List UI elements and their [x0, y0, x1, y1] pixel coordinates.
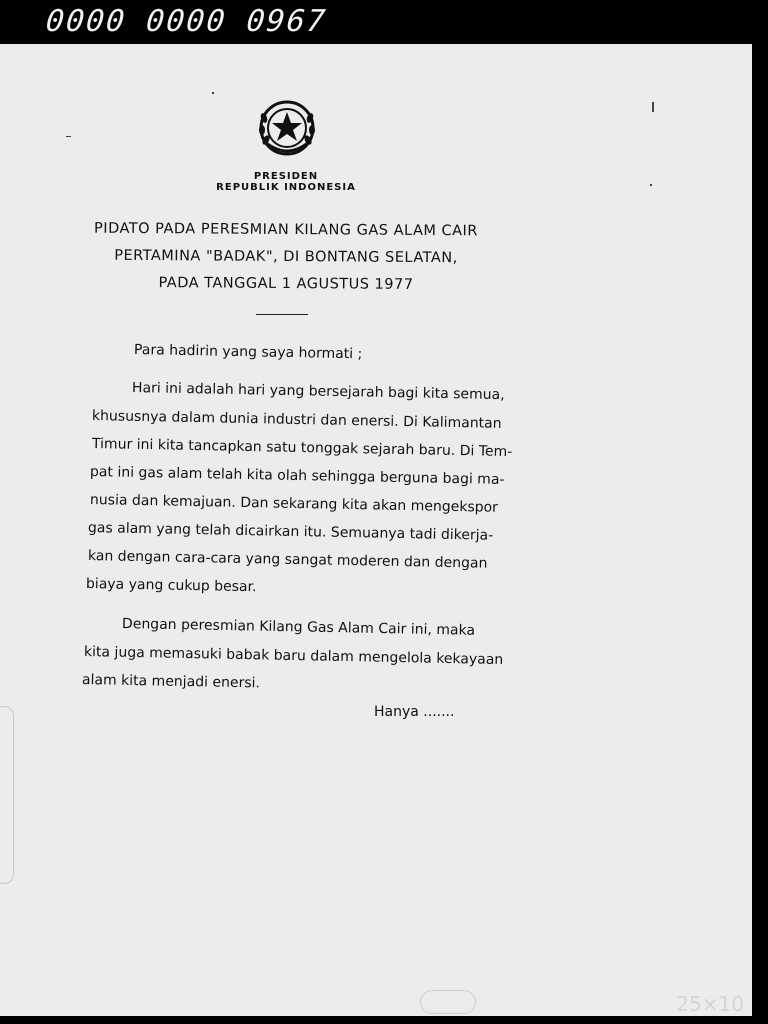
paragraph-2-line: Dengan peresmian Kilang Gas Alam Cair ini, maka [121, 616, 476, 639]
paragraph-1-line: nusia dan kemajuan. Dan sekarang kita akan mengekspor [89, 492, 499, 516]
title-divider [256, 314, 308, 315]
scan-edge-artifact [0, 706, 14, 884]
salutation: Para hadirin yang saya hormati ; [133, 342, 363, 363]
frame-reduction-stamp: 25×10 [676, 992, 744, 1016]
paragraph-1-line: Hari ini adalah hari yang bersejarah bagi kita semua, [131, 380, 505, 404]
scan-speck [66, 136, 71, 137]
scan-speck [650, 184, 652, 186]
scan-speck [652, 102, 654, 112]
paragraph-2-line: alam kita menjadi enersi. [81, 672, 261, 692]
paragraph-1-line: Timur ini kita tancapkan satu tonggak sejarah baru. Di Tem- [91, 436, 513, 461]
paragraph-1-line: biaya yang cukup besar. [85, 576, 257, 596]
continuation-catchword: Hanya ....... [374, 704, 455, 720]
speech-title-line-3: PADA TANGGAL 1 AGUSTUS 1977 [158, 275, 414, 293]
paragraph-1-line: pat ini gas alam telah kita olah sehingga berguna bagi ma- [89, 464, 505, 488]
scan-edge-artifact [420, 990, 476, 1014]
paragraph-1-line: khususnya dalam dunia industri dan enersi. Di Kalimantan [91, 408, 502, 432]
scan-speck [212, 92, 214, 94]
garuda-star-emblem-icon [255, 98, 319, 162]
letterhead-presiden: PRESIDEN [253, 171, 319, 182]
paragraph-1-line: kan dengan cara-cara yang sangat moderen dan dengan [87, 548, 488, 572]
document-page [0, 44, 752, 1016]
speech-title-line-1: PIDATO PADA PERESMIAN KILANG GAS ALAM CAIR [94, 220, 478, 240]
paragraph-1-line: gas alam yang telah dicairkan itu. Semuanya tadi dikerja- [87, 520, 494, 544]
speech-title-line-2: PERTAMINA "BADAK", DI BONTANG SELATAN, [114, 247, 458, 267]
letterhead-republik: REPUBLIK INDONESIA [216, 182, 356, 193]
film-frame-number: 0000 0000 0967 [44, 4, 329, 39]
paragraph-2-line: kita juga memasuki babak baru dalam mengelola kekayaan [83, 644, 504, 669]
